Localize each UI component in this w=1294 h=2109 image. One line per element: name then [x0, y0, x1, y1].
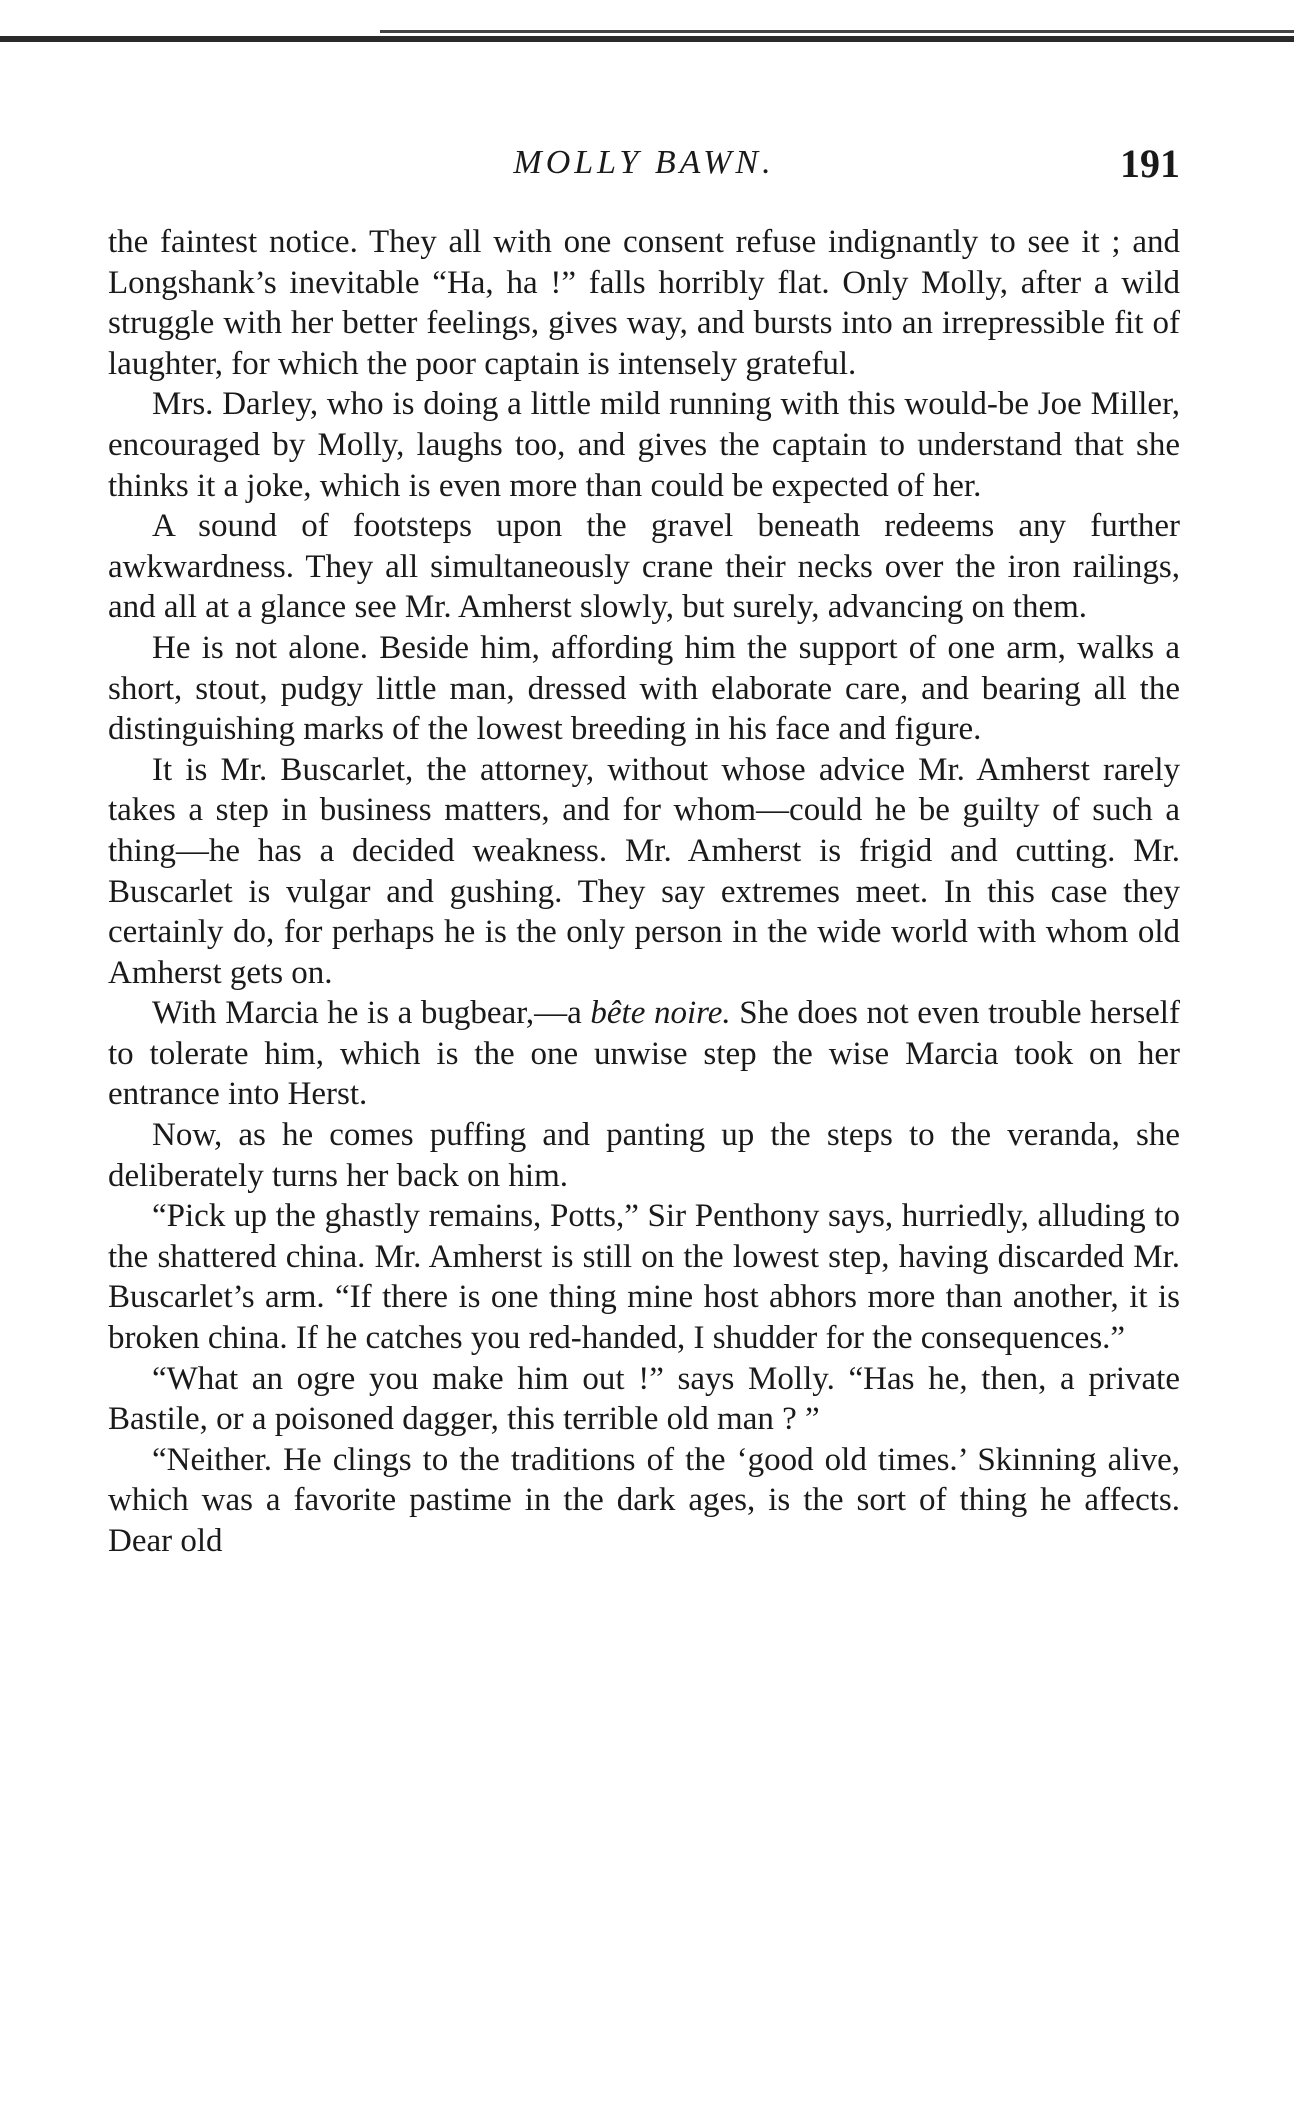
- top-rule: [0, 0, 1294, 55]
- paragraph-2: Mrs. Darley, who is doing a little mild running with this would-be Joe Miller, encouraged by Molly, laughs too, and gives the captain to understand that she thinks it a joke, which is even more than could be expected of her.: [108, 386, 1180, 504]
- page-number: 191: [1120, 141, 1180, 186]
- page-header: [108, 138, 1180, 194]
- paragraph-3: A sound of footsteps upon the gravel beneath redeems any further awkwardness. They all simultaneously crane their necks over the iron railings, and all at a glance see Mr. Amherst slowly, but surely, advancing on them.: [108, 508, 1180, 626]
- paragraph-6-start: With Marcia he is a bugbear,—a: [152, 995, 591, 1032]
- italic-phrase: bête noire.: [590, 995, 731, 1032]
- paragraph-9: “What an ogre you make him out !” says Molly. “Has he, then, a private Bastile, or a poisoned dagger, this terrible old man ? ”: [108, 1360, 1180, 1438]
- paragraph-10: “Neither. He clings to the traditions of the ‘good old times.’ Skinning alive, which was a favorite pastime in the dark ages, is the sort of thing he affects. Dear old: [108, 1441, 1180, 1559]
- paragraph-1: the faintest notice. They all with one consent refuse indignantly to see it ; and Longshank’s inevitable “Ha, ha !” falls horribly flat. Only Molly, after a wild struggle with her better feelings, gives way, and bursts into an irrepressible fit of laughter, for which the poor captain is intensely grateful.: [108, 224, 1180, 382]
- paragraph-4: He is not alone. Beside him, affording him the support of one arm, walks a short, stout, pudgy little man, dressed with elaborate care, and bearing all the distinguishing marks of the lowest breeding in his face and figure.: [108, 629, 1180, 748]
- paragraph-5: It is Mr. Buscarlet, the attorney, without whose advice Mr. Amherst rarely takes a step in business matters, and for whom—could he be guilty of such a thing—he has a decided weakness. Mr. Amherst is frigid and cutting. Mr. Buscarlet is vulgar and gushing. They say extremes meet. In this case they certainly do, for perhaps he is the only person in the wide world with whom old Amherst gets on.: [108, 751, 1180, 991]
- body-text: [108, 222, 1180, 1562]
- paragraph-6-end: She does not even trouble herself to tolerate him, which is the one unwise step the wise Marcia took on her entrance into Herst.: [108, 995, 1180, 1113]
- running-title: MOLLY BAWN.: [513, 144, 775, 181]
- paragraph-6: [108, 993, 1180, 1115]
- paragraph-7: Now, as he comes puffing and panting up the steps to the veranda, she deliberately turns her back on him.: [108, 1117, 1180, 1194]
- paragraph-8: “Pick up the ghastly remains, Potts,” Sir Penthony says, hurriedly, alluding to the shattered china. Mr. Amherst is still on the lowest step, having discarded Mr. Buscarlet’s arm. “If there is one thing mine host abhors more than another, it is broken china. If he catches you red-handed, I shudder for the consequences.”: [108, 1198, 1180, 1357]
